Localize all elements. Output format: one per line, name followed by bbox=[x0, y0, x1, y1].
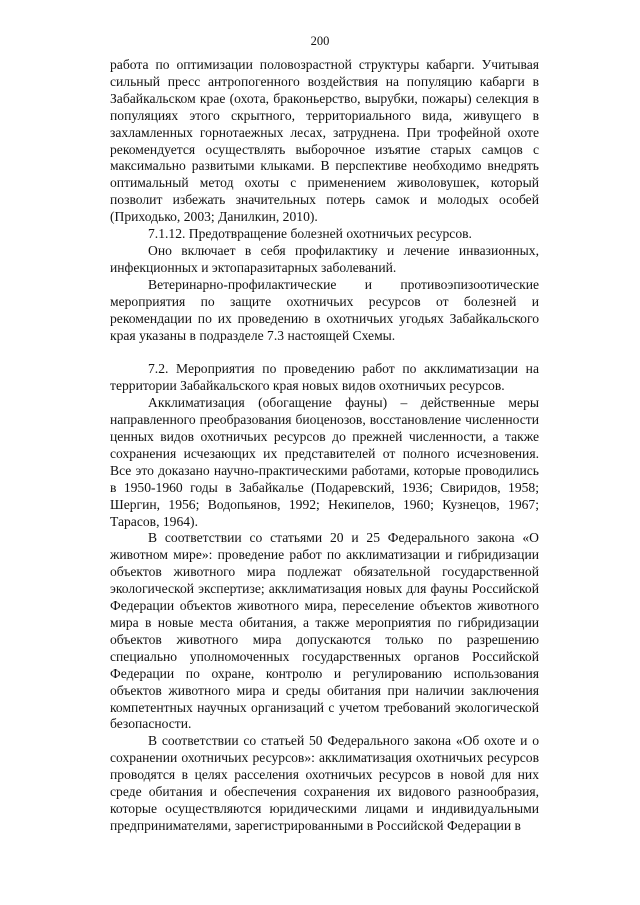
paragraph-hunting-law: В соответствии со статьей 50 Федерального закона «Об охоте и о сохранении охотничьих ресурсов»: акклиматизация охотничьих ресурсов проводятся в целях расселения охотничьих ресурсов в новой для них среде обитания и обеспечения сохранения их видового разнообразия, которые осуществляются юридическими лицами и индивидуальными предпринимателями, зарегистрированными в Российской Федерации в bbox=[110, 733, 539, 833]
paragraph-veterinary-measures: Ветеринарно-профилактические и противоэпизоотические мероприятия по защите охотничьих ресурсов от болезней и рекомендации по их проведению в охотничьих угодьях Забайкальского края указаны в подразделе 7.3 настоящей Схемы. bbox=[110, 276, 539, 343]
paragraph-musk-deer-selection: работа по оптимизации половозрастной структуры кабарги. Учитывая сильный пресс антропогенного воздействия на популяцию кабарги в Забайкальском крае (охота, браконьерство, вырубки, пожары) селекция в популяциях этого скрытного, территориального вида, живущего в захламленных горнотаежных лесах, затруднена. При трофейной охоте рекомендуется осуществлять выборочное изъятие старых самцов с максимально развитыми клыками. В перспективе необходимо внедрять оптимальный метод охоты с применением живоловушек, который позволит избежать значительных потерь самок и молодых особей (Приходько, 2003; Данилкин, 2010). bbox=[110, 57, 539, 225]
section-heading-7-2: 7.2. Мероприятия по проведению работ по акклиматизации на территории Забайкальского края новых видов охотничьих ресурсов. bbox=[110, 361, 539, 394]
paragraph-acclimatization-definition: Акклиматизация (обогащение фауны) – действенные меры направленного преобразования биоценозов, восстановление численности ценных видов охотничьих ресурсов до прежней численности, а также сохранения исчезающих их представителей от полного исчезновения. Все это доказано научно-практическими работами, которые проводились в 1950-1960 годы в Забайкалье (Подаревский, 1936; Свиридов, 1958; Шергин, 1956; Водопьянов, 1992; Некипелов, 1960; Кузнецов, 1967; Тарасов, 1964). bbox=[110, 395, 539, 529]
paragraph-prevention-scope: Оно включает в себя профилактику и лечение инвазионных, инфекционных и эктопаразитарных заболеваний. bbox=[110, 242, 539, 275]
section-heading-7-1-12: 7.1.12. Предотвращение болезней охотничьих ресурсов. bbox=[148, 226, 472, 242]
page-number: 200 bbox=[310, 34, 330, 48]
document-body bbox=[110, 57, 539, 835]
paragraph-wildlife-law: В соответствии со статьями 20 и 25 Федерального закона «О животном мире»: проведение работ по акклиматизации и гибридизации объектов животного мира подлежат обязательной государственной экологической экспертизе; акклиматизация новых для фауны Российской Федерации объектов животного мира, переселение объектов животного мира в новые места обитания, а также мероприятия по гибридизации объектов животного мира допускаются только по разрешению специально уполномоченных государственных органов Российской Федерации по охране, контролю и регулированию использования объектов животного мира и среды обитания при наличии заключения компетентных научных организаций с учетом требований экологической безопасности. bbox=[110, 530, 539, 732]
